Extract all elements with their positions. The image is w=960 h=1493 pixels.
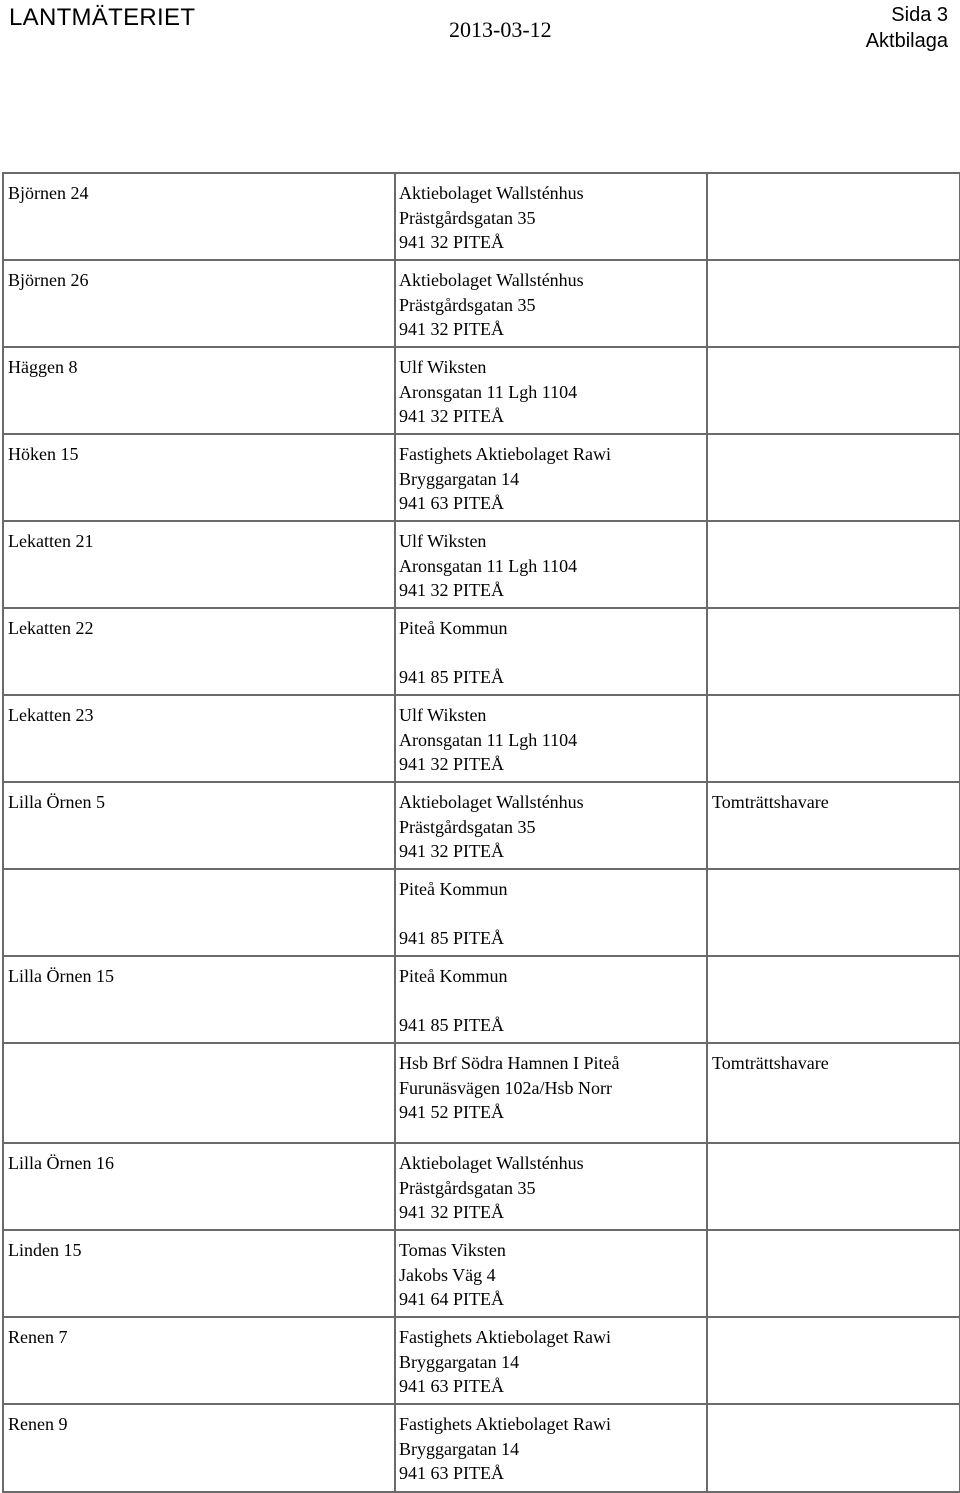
owner-postal-address: 941 63 PITEÅ (399, 1463, 504, 1483)
property-designation: Renen 9 (8, 1414, 68, 1434)
property-designation: Lilla Örnen 16 (8, 1153, 114, 1173)
owner-name: Ulf Wiksten (399, 357, 487, 377)
owner-street-address: Aronsgatan 11 Lgh 1104 (399, 729, 578, 750)
owner-cell (395, 608, 707, 695)
owner-cell (395, 260, 707, 347)
owner-cell (395, 521, 707, 608)
owner-cell (395, 1043, 707, 1143)
owner-name: Piteå Kommun (399, 966, 508, 986)
owner-postal-address: 941 63 PITEÅ (399, 1376, 504, 1396)
property-designation: Lilla Örnen 5 (8, 792, 105, 812)
owner-role (712, 529, 959, 554)
owner-role (712, 355, 959, 380)
role-cell (707, 521, 960, 608)
owner-postal-address: 941 85 PITEÅ (399, 928, 504, 948)
owner-postal-address: 941 32 PITEÅ (399, 841, 504, 861)
owner-postal-address: 941 32 PITEÅ (399, 406, 504, 426)
property-cell (3, 869, 395, 956)
owner-cell (395, 1230, 707, 1317)
attachment-label: Aktbilaga (865, 30, 948, 52)
owner-cell (395, 956, 707, 1043)
owner-postal-address: 941 63 PITEÅ (399, 493, 504, 513)
owner-name: Aktiebolaget Wallsténhus (399, 183, 584, 203)
property-cell (3, 695, 395, 782)
property-designation: Lekatten 21 (8, 531, 94, 551)
owner-street-address: Aronsgatan 11 Lgh 1104 (399, 555, 578, 576)
owner-name: Fastighets Aktiebolaget Rawi (399, 444, 611, 464)
owner-role (712, 1412, 959, 1437)
owner-role (712, 1325, 959, 1350)
owner-role (712, 181, 959, 206)
property-cell (3, 347, 395, 434)
owner-cell (395, 782, 707, 869)
role-cell (707, 260, 960, 347)
property-cell (3, 1317, 395, 1404)
role-cell (707, 1230, 960, 1317)
table-row (3, 521, 960, 608)
owner-postal-address: 941 32 PITEÅ (399, 319, 504, 339)
owner-cell (395, 1317, 707, 1404)
property-designation (8, 1051, 394, 1076)
owner-postal-address: 941 85 PITEÅ (399, 1015, 504, 1035)
owner-role (712, 877, 959, 902)
owner-street-address: Prästgårdsgatan 35 (399, 207, 536, 228)
table-row (3, 782, 960, 869)
owner-role (712, 616, 959, 641)
owner-street-address: Bryggargatan 14 (399, 1438, 520, 1459)
property-cell (3, 1143, 395, 1230)
owner-role (712, 268, 959, 293)
property-cell (3, 434, 395, 521)
table-row (3, 695, 960, 782)
table-row (3, 956, 960, 1043)
table-row (3, 1043, 960, 1143)
owner-street-address (399, 641, 706, 666)
property-designation: Lilla Örnen 15 (8, 966, 114, 986)
role-cell (707, 608, 960, 695)
owner-street-address: Jakobs Väg 4 (399, 1264, 496, 1285)
property-designation: Renen 7 (8, 1327, 68, 1347)
property-cell (3, 260, 395, 347)
owner-street-address: Aronsgatan 11 Lgh 1104 (399, 381, 578, 402)
table-row (3, 434, 960, 521)
owner-postal-address: 941 52 PITEÅ (399, 1102, 504, 1122)
role-cell (707, 1317, 960, 1404)
property-designation (8, 877, 394, 902)
property-designation: Linden 15 (8, 1240, 82, 1260)
owner-street-address: Prästgårdsgatan 35 (399, 1177, 536, 1198)
role-cell (707, 1043, 960, 1143)
property-designation: Höken 15 (8, 444, 79, 464)
owner-name: Piteå Kommun (399, 879, 508, 899)
property-designation: Lekatten 23 (8, 705, 94, 725)
role-cell (707, 434, 960, 521)
owner-street-address: Bryggargatan 14 (399, 1351, 520, 1372)
owner-cell (395, 1143, 707, 1230)
property-cell (3, 608, 395, 695)
role-cell (707, 869, 960, 956)
property-cell (3, 521, 395, 608)
role-cell (707, 695, 960, 782)
owner-postal-address: 941 32 PITEÅ (399, 580, 504, 600)
role-cell (707, 782, 960, 869)
owner-name: Fastighets Aktiebolaget Rawi (399, 1414, 611, 1434)
owner-street-address: Bryggargatan 14 (399, 468, 520, 489)
owner-role: Tomträttshavare (712, 1053, 829, 1073)
property-designation: Björnen 24 (8, 183, 89, 203)
property-designation: Björnen 26 (8, 270, 89, 290)
owner-role (712, 442, 959, 467)
table-row (3, 1404, 960, 1492)
property-cell (3, 1404, 395, 1492)
role-cell (707, 1143, 960, 1230)
property-cell (3, 782, 395, 869)
owner-name: Fastighets Aktiebolaget Rawi (399, 1327, 611, 1347)
owner-cell (395, 434, 707, 521)
owner-cell (395, 869, 707, 956)
document-date: 2013-03-12 (449, 17, 552, 42)
role-cell (707, 173, 960, 260)
role-cell (707, 956, 960, 1043)
table-row (3, 1143, 960, 1230)
owner-name: Aktiebolaget Wallsténhus (399, 1153, 584, 1173)
owner-postal-address: 941 64 PITEÅ (399, 1289, 504, 1309)
owner-role (712, 964, 959, 989)
owner-name: Ulf Wiksten (399, 531, 487, 551)
owner-cell (395, 1404, 707, 1492)
owner-cell (395, 695, 707, 782)
property-designation: Lekatten 22 (8, 618, 94, 638)
owner-name: Hsb Brf Södra Hamnen I Piteå (399, 1053, 620, 1073)
owner-cell (395, 347, 707, 434)
owner-street-address (399, 989, 706, 1014)
role-cell (707, 1404, 960, 1492)
owner-postal-address: 941 32 PITEÅ (399, 754, 504, 774)
table-row (3, 1317, 960, 1404)
owner-name: Aktiebolaget Wallsténhus (399, 270, 584, 290)
owner-postal-address: 941 32 PITEÅ (399, 1202, 504, 1222)
table-row (3, 173, 960, 260)
table-row (3, 347, 960, 434)
owner-cell (395, 173, 707, 260)
owner-name: Piteå Kommun (399, 618, 508, 638)
owner-role (712, 703, 959, 728)
table-row (3, 1230, 960, 1317)
owner-postal-address: 941 32 PITEÅ (399, 232, 504, 252)
property-cell (3, 173, 395, 260)
owner-role (712, 1151, 959, 1176)
owner-street-address (399, 902, 706, 927)
owner-street-address: Furunäsvägen 102a/Hsb Norr (399, 1077, 612, 1098)
owner-name: Ulf Wiksten (399, 705, 487, 725)
owner-postal-address: 941 85 PITEÅ (399, 667, 504, 687)
property-designation: Häggen 8 (8, 357, 78, 377)
owner-name: Tomas Viksten (399, 1240, 506, 1260)
role-cell (707, 347, 960, 434)
table-row (3, 260, 960, 347)
organization-name: LANTMÄTERIET (9, 4, 196, 31)
property-cell (3, 956, 395, 1043)
property-cell (3, 1043, 395, 1143)
owner-name: Aktiebolaget Wallsténhus (399, 792, 584, 812)
property-owner-table (2, 172, 960, 1493)
property-cell (3, 1230, 395, 1317)
table-row (3, 869, 960, 956)
owner-street-address: Prästgårdsgatan 35 (399, 294, 536, 315)
page-number: Sida 3 (891, 4, 948, 26)
owner-role: Tomträttshavare (712, 792, 829, 812)
owner-role (712, 1238, 959, 1263)
table-row (3, 608, 960, 695)
owner-street-address: Prästgårdsgatan 35 (399, 816, 536, 837)
